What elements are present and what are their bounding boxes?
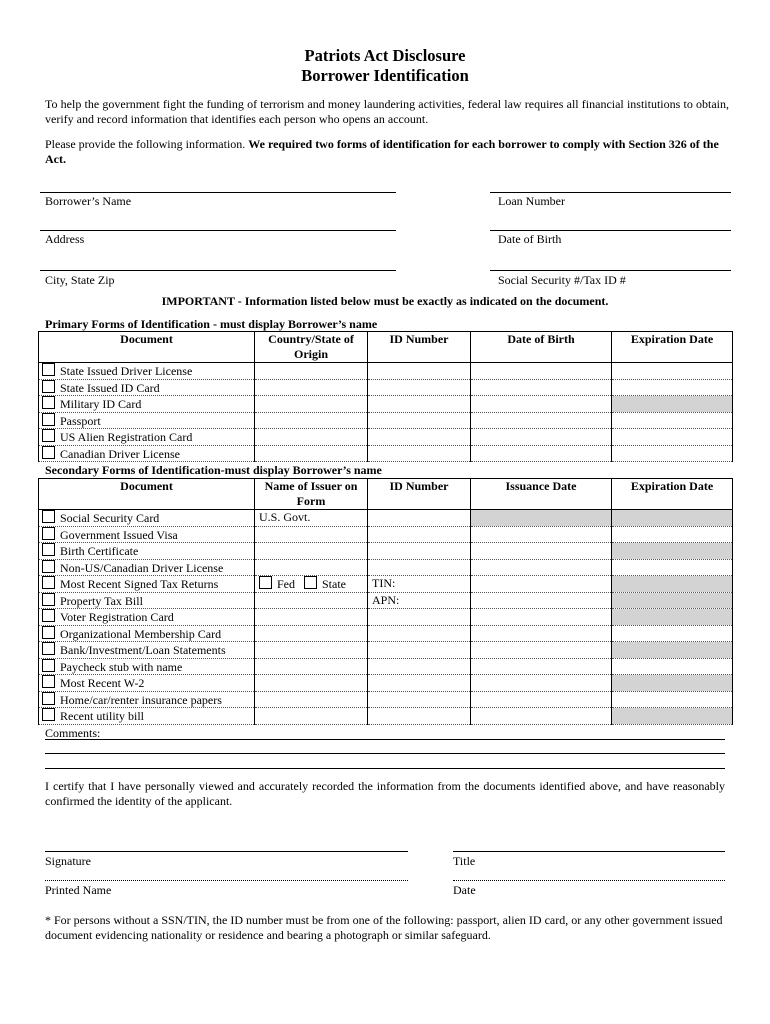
expiration-cell	[612, 609, 733, 626]
expiration-cell[interactable]	[612, 379, 733, 396]
request-text: Please provide the following information. We required two forms of identification for each borrower to comply with Section 326 of the Act.	[45, 137, 719, 166]
document-cell	[39, 543, 255, 560]
issuer-cell[interactable]	[255, 642, 368, 659]
id-number-cell[interactable]	[368, 429, 471, 446]
checkbox[interactable]	[42, 446, 55, 459]
expiration-cell	[612, 708, 733, 725]
expiration-cell[interactable]	[612, 429, 733, 446]
issuance-cell[interactable]	[471, 691, 612, 708]
issuer-cell[interactable]	[255, 543, 368, 560]
expiration-cell[interactable]	[612, 559, 733, 576]
document-label: Most Recent W-2	[60, 676, 145, 690]
issuance-cell[interactable]	[471, 576, 612, 593]
checkbox[interactable]	[42, 380, 55, 393]
document-label: Government Issued Visa	[60, 527, 178, 542]
title-line[interactable]	[453, 851, 725, 852]
checkbox[interactable]	[42, 675, 55, 688]
document-cell	[39, 396, 255, 413]
page-subtitle: Borrower Identification	[301, 66, 469, 85]
document-label: Bank/Investment/Loan Statements	[60, 643, 226, 657]
footnote: * For persons without a SSN/TIN, the ID number must be from one of the following: passport, alien ID card, or any other government issued document evidencing nationality or residence and bearing a photograph or similar safeguard.	[45, 913, 723, 942]
table-row	[39, 708, 733, 725]
issuance-cell[interactable]	[471, 658, 612, 675]
date-label: Date	[453, 883, 476, 897]
issuance-cell[interactable]	[471, 543, 612, 560]
id-number-cell[interactable]	[368, 412, 471, 429]
expiration-cell	[612, 576, 733, 593]
table-row	[39, 625, 733, 642]
document-cell	[39, 412, 255, 429]
document-label: State Issued ID Card	[60, 380, 160, 395]
table-row	[39, 379, 733, 396]
loan-number-line[interactable]	[490, 192, 731, 193]
issuance-cell[interactable]	[471, 609, 612, 626]
document-label: Home/car/renter insurance papers	[60, 692, 222, 707]
document-cell	[39, 510, 255, 527]
state-checkbox[interactable]	[304, 576, 317, 589]
borrower-name-line[interactable]	[40, 192, 396, 193]
expiration-cell[interactable]	[612, 658, 733, 675]
id-number-cell[interactable]	[368, 526, 471, 543]
dob-cell[interactable]	[471, 429, 612, 446]
table-row	[39, 445, 733, 462]
country-cell[interactable]	[255, 363, 368, 380]
col-id-number: ID Number	[368, 332, 471, 363]
checkbox[interactable]	[42, 692, 55, 705]
issuer-cell[interactable]	[255, 691, 368, 708]
document-cell	[39, 675, 255, 692]
ssn-label: Social Security #/Tax ID #	[498, 273, 626, 287]
table-row	[39, 429, 733, 446]
table-row	[39, 576, 733, 593]
country-cell[interactable]	[255, 445, 368, 462]
document-label: Social Security Card	[60, 511, 160, 525]
printed-name-line[interactable]	[45, 880, 408, 881]
checkbox[interactable]	[42, 429, 55, 442]
country-cell[interactable]	[255, 412, 368, 429]
issuer-cell[interactable]	[255, 658, 368, 675]
expiration-cell	[612, 642, 733, 659]
col-dob: Date of Birth	[471, 332, 612, 363]
comments-line[interactable]	[45, 753, 725, 754]
expiration-cell	[612, 543, 733, 560]
dob-cell[interactable]	[471, 412, 612, 429]
expiration-cell	[612, 592, 733, 609]
col-expiration: Expiration Date	[612, 479, 733, 510]
issuer-cell[interactable]	[255, 526, 368, 543]
document-cell	[39, 379, 255, 396]
issuance-cell[interactable]	[471, 526, 612, 543]
document-label: Passport	[60, 413, 101, 428]
signature-line[interactable]	[45, 851, 408, 852]
document-cell	[39, 429, 255, 446]
checkbox[interactable]	[42, 659, 55, 672]
document-cell	[39, 708, 255, 725]
id-number-cell[interactable]	[368, 445, 471, 462]
table-row	[39, 559, 733, 576]
table-row	[39, 526, 733, 543]
table-row	[39, 543, 733, 560]
table-row	[39, 592, 733, 609]
checkbox[interactable]	[42, 510, 55, 523]
checkbox[interactable]	[42, 593, 55, 606]
issuer-cell[interactable]	[255, 675, 368, 692]
country-cell[interactable]	[255, 429, 368, 446]
table-row	[39, 412, 733, 429]
dob-label: Date of Birth	[498, 232, 562, 246]
table-row	[39, 510, 733, 527]
document-cell	[39, 642, 255, 659]
primary-id-table	[38, 331, 733, 462]
document-cell	[39, 559, 255, 576]
id-number-cell[interactable]	[368, 642, 471, 659]
document-label: Property Tax Bill	[60, 593, 143, 608]
id-number-cell[interactable]	[368, 543, 471, 560]
col-country: Country/State of Origin	[255, 332, 368, 363]
document-label: Paycheck stub with name	[60, 659, 183, 674]
dob-cell[interactable]	[471, 363, 612, 380]
expiration-cell	[612, 510, 733, 527]
document-cell	[39, 363, 255, 380]
id-number-cell[interactable]	[368, 379, 471, 396]
ssn-line[interactable]	[490, 270, 731, 271]
table-row	[39, 363, 733, 380]
secondary-heading: Secondary Forms of Identification-must display Borrower’s name	[45, 463, 382, 477]
id-number-cell[interactable]	[368, 396, 471, 413]
issuer-cell[interactable]	[255, 625, 368, 642]
dob-line[interactable]	[490, 230, 731, 231]
document-label: Military ID Card	[60, 397, 142, 411]
id-number-cell[interactable]	[368, 708, 471, 725]
id-number-cell[interactable]: TIN:	[368, 576, 471, 593]
expiration-cell[interactable]	[612, 691, 733, 708]
col-issuer: Name of Issuer on Form	[255, 479, 368, 510]
certification-text: I certify that I have personally viewed and accurately recorded the information from the documents identified above, and have reasonably confirmed the identity of the applicant.	[45, 779, 725, 808]
table-row	[39, 658, 733, 675]
document-cell	[39, 609, 255, 626]
dob-cell[interactable]	[471, 445, 612, 462]
checkbox[interactable]	[42, 413, 55, 426]
expiration-cell[interactable]	[612, 526, 733, 543]
city-line[interactable]	[40, 270, 396, 271]
document-cell	[39, 576, 255, 593]
issuance-cell[interactable]	[471, 642, 612, 659]
address-label: Address	[45, 232, 85, 246]
issuance-cell	[471, 510, 612, 527]
document-cell	[39, 691, 255, 708]
id-number-cell[interactable]	[368, 559, 471, 576]
col-document: Document	[39, 479, 255, 510]
document-label: Canadian Driver License	[60, 446, 180, 461]
issuer-cell[interactable]: U.S. Govt.	[255, 510, 368, 527]
issuance-cell[interactable]	[471, 708, 612, 725]
col-expiration: Expiration Date	[612, 332, 733, 363]
issuer-cell[interactable]	[255, 576, 368, 593]
checkbox[interactable]	[42, 576, 55, 589]
id-number-cell[interactable]	[368, 625, 471, 642]
table-row	[39, 396, 733, 413]
expiration-cell[interactable]	[612, 412, 733, 429]
date-line[interactable]	[453, 880, 725, 881]
checkbox[interactable]	[42, 363, 55, 376]
dob-cell[interactable]	[471, 396, 612, 413]
document-cell	[39, 592, 255, 609]
city-label: City, State Zip	[45, 273, 115, 287]
document-label: State Issued Driver License	[60, 364, 193, 378]
issuer-cell[interactable]	[255, 592, 368, 609]
issuance-cell[interactable]	[471, 592, 612, 609]
checkbox[interactable]	[42, 642, 55, 655]
document-label: Voter Registration Card	[60, 610, 174, 624]
comments-label: Comments:	[45, 726, 101, 740]
document-label: Most Recent Signed Tax Returns	[60, 577, 219, 591]
id-number-cell[interactable]	[368, 675, 471, 692]
table-row	[39, 675, 733, 692]
id-number-cell[interactable]	[368, 609, 471, 626]
document-label: Recent utility bill	[60, 709, 144, 723]
fed-checkbox[interactable]	[259, 576, 272, 589]
document-label: US Alien Registration Card	[60, 430, 193, 444]
checkbox[interactable]	[42, 396, 55, 409]
expiration-cell	[612, 675, 733, 692]
secondary-id-table	[38, 478, 733, 725]
checkbox[interactable]	[42, 527, 55, 540]
id-number-cell[interactable]: APN:	[368, 592, 471, 609]
checkbox[interactable]	[42, 543, 55, 556]
printed-name-label: Printed Name	[45, 883, 112, 897]
country-cell[interactable]	[255, 379, 368, 396]
issuance-cell[interactable]	[471, 559, 612, 576]
country-cell[interactable]	[255, 396, 368, 413]
issuance-cell[interactable]	[471, 625, 612, 642]
col-document: Document	[39, 332, 255, 363]
borrower-name-label: Borrower’s Name	[45, 194, 132, 208]
id-number-cell[interactable]	[368, 691, 471, 708]
id-number-cell[interactable]	[368, 658, 471, 675]
issuer-cell[interactable]	[255, 609, 368, 626]
expiration-cell[interactable]	[612, 363, 733, 380]
address-line[interactable]	[40, 230, 396, 231]
expiration-cell[interactable]	[612, 625, 733, 642]
col-issuance: Issuance Date	[471, 479, 612, 510]
expiration-cell[interactable]	[612, 445, 733, 462]
page-title: Patriots Act Disclosure	[304, 46, 466, 65]
loan-number-label: Loan Number	[498, 194, 565, 208]
comments-line[interactable]	[45, 768, 725, 769]
document-label: Organizational Membership Card	[60, 626, 222, 641]
title-label: Title	[453, 854, 476, 868]
document-label: Birth Certificate	[60, 544, 139, 558]
issuance-cell[interactable]	[471, 675, 612, 692]
table-row	[39, 609, 733, 626]
fed-label: Fed	[277, 577, 295, 591]
document-cell	[39, 526, 255, 543]
id-number-cell[interactable]	[368, 363, 471, 380]
id-number-cell[interactable]	[368, 510, 471, 527]
checkbox[interactable]	[42, 609, 55, 622]
issuer-cell[interactable]	[255, 559, 368, 576]
important-note: IMPORTANT - Information listed below must be exactly as indicated on the document.	[161, 294, 609, 308]
checkbox[interactable]	[42, 560, 55, 573]
checkbox[interactable]	[42, 626, 55, 639]
dob-cell[interactable]	[471, 379, 612, 396]
intro-text: To help the government fight the funding of terrorism and money laundering activities, federal law requires all financial institutions to obtain, verify and record information that identifies each person who opens an account.	[45, 97, 729, 126]
document-cell	[39, 445, 255, 462]
document-label: Non-US/Canadian Driver License	[60, 560, 224, 575]
document-cell	[39, 625, 255, 642]
table-row	[39, 691, 733, 708]
signature-label: Signature	[45, 854, 91, 868]
expiration-cell	[612, 396, 733, 413]
primary-heading: Primary Forms of Identification - must display Borrower’s name	[45, 317, 378, 331]
issuer-cell[interactable]	[255, 708, 368, 725]
col-id-number: ID Number	[368, 479, 471, 510]
state-label: State	[322, 577, 346, 591]
table-row	[39, 642, 733, 659]
checkbox[interactable]	[42, 708, 55, 721]
comments-line[interactable]	[45, 739, 725, 740]
document-cell	[39, 658, 255, 675]
